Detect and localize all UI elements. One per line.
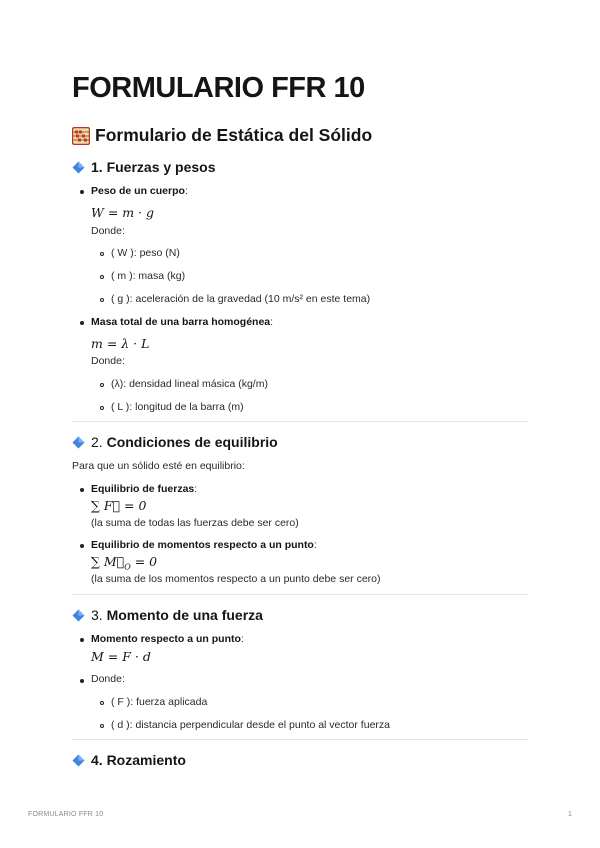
bullet-dot: [80, 488, 84, 492]
sum-moments-tail: = 0: [130, 554, 158, 569]
section-3-number: 3.: [91, 607, 103, 623]
sub-bullet-circle: [100, 724, 104, 728]
divider: [72, 739, 528, 740]
sub-bullet-circle: [100, 252, 104, 256]
section-4-heading: [72, 752, 186, 768]
eq-fuerzas-label: Equilibrio de fuerzas: [91, 483, 195, 495]
sub-bullet-circle: [100, 406, 104, 410]
colon: :: [270, 316, 274, 328]
bullet-dot: [80, 679, 84, 683]
blue-diamond-icon: [72, 609, 85, 622]
sub-bullet-circle: [100, 701, 104, 705]
peso-label: Peso de un cuerpo: [91, 185, 185, 197]
section-2-title: Condiciones de equilibrio: [106, 434, 278, 450]
list-item-eq-fuerzas: [91, 483, 197, 495]
page-title: FORMULARIO FFR 10: [72, 72, 365, 104]
note-sum-moments: (la suma de los momentos respecto a un punto debe ser cero): [91, 573, 381, 585]
divider: [72, 594, 528, 595]
page-number: 1: [568, 811, 573, 818]
colon: :: [184, 185, 188, 197]
list-item-w: ( W ): peso (N): [111, 247, 180, 259]
colon: :: [313, 539, 317, 551]
donde-label-3: Donde:: [91, 673, 125, 685]
list-item-m: ( m ): masa (kg): [111, 270, 186, 282]
section-3-heading: [72, 607, 263, 623]
equilibrium-intro: Para que un sólido esté en equilibrio:: [72, 460, 245, 472]
subtitle-text: Formulario de Estática del Sólido: [95, 125, 373, 145]
list-item-momento: [91, 633, 244, 645]
formula-sum-moments: [91, 554, 157, 572]
bullet-dot: [80, 638, 84, 642]
formula-peso: W = m · g: [91, 205, 155, 220]
section-4-title: 4. Rozamiento: [91, 752, 186, 768]
masa-barra-label: Masa total de una barra homogénea: [91, 316, 271, 328]
colon: :: [240, 633, 244, 645]
section-1-title: 1. Fuerzas y pesos: [91, 159, 216, 175]
bullet-dot: [80, 321, 84, 325]
sub-bullet-circle: [100, 383, 104, 387]
list-item-peso: [91, 185, 188, 197]
subtitle-heading: [72, 125, 372, 146]
footer-title: FORMULARIO FFR 10: [28, 811, 104, 818]
list-item-lambda: (λ): densidad lineal másica (kg/m): [111, 378, 268, 390]
momento-label: Momento respecto a un punto: [91, 633, 241, 645]
section-2-number: 2.: [91, 434, 103, 450]
abacus-icon: [72, 127, 90, 145]
sum-moments-sub: O: [124, 562, 131, 572]
list-item-d: ( d ): distancia perpendicular desde el punto al vector fuerza: [111, 719, 390, 731]
blue-diamond-icon: [72, 161, 85, 174]
section-1-heading: [72, 159, 216, 175]
blue-diamond-icon: [72, 754, 85, 767]
colon: :: [194, 483, 198, 495]
note-sum-forces: (la suma de todas las fuerzas debe ser cero): [91, 517, 299, 529]
section-3-title: Momento de una fuerza: [106, 607, 263, 623]
donde-label-2: Donde:: [91, 355, 125, 367]
sum-moments-main: ∑ M⃗: [91, 554, 125, 569]
eq-momentos-label: Equilibrio de momentos respecto a un punto: [91, 539, 314, 551]
list-item-eq-momentos: [91, 539, 317, 551]
blue-diamond-icon: [72, 436, 85, 449]
sub-bullet-circle: [100, 298, 104, 302]
formula-momento: M = F · d: [91, 649, 151, 664]
section-2-heading: [72, 434, 278, 450]
list-item-f: ( F ): fuerza aplicada: [111, 696, 208, 708]
formula-masa: m = λ · L: [91, 336, 150, 351]
donde-label-1: Donde:: [91, 225, 125, 237]
sub-bullet-circle: [100, 275, 104, 279]
list-item-masa-barra: [91, 316, 273, 328]
divider: [72, 421, 528, 422]
formula-sum-forces: ∑ F⃗ = 0: [91, 498, 147, 513]
list-item-g: ( g ): aceleración de la gravedad (10 m/s² en este tema): [111, 293, 371, 305]
bullet-dot: [80, 190, 84, 194]
bullet-dot: [80, 544, 84, 548]
list-item-l: ( L ): longitud de la barra (m): [111, 401, 244, 413]
